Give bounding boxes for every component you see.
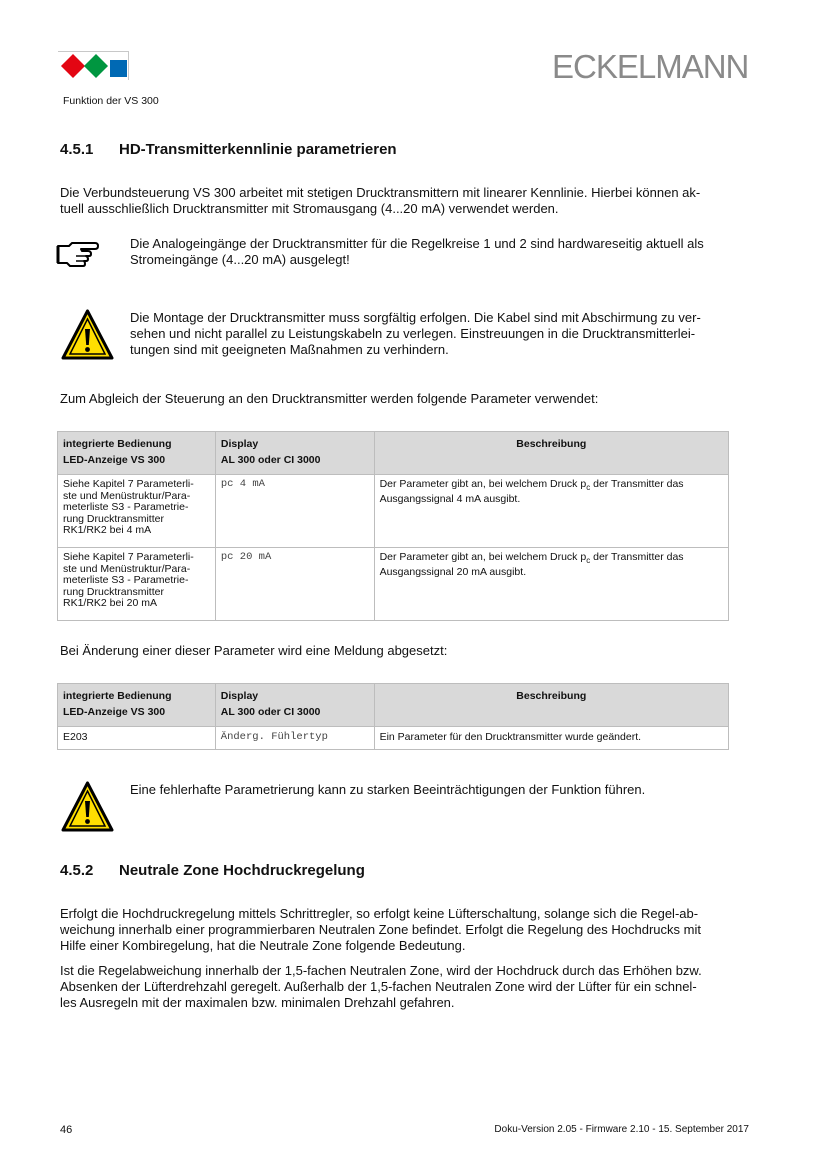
- warning-line: Die Montage der Drucktransmitter muss sorgfältig erfolgen. Die Kabel sind mit Abschirmung zu ver-: [130, 310, 701, 325]
- warning-line: tungen sind mit geeigneten Maßnahmen zu verhindern.: [130, 342, 449, 357]
- note-line: Die Analogeingänge der Drucktransmitter für die Regelkreise 1 und 2 sind hardwareseitig aktuell als: [130, 236, 704, 251]
- table-cell: Der Parameter gibt an, bei welchem Druck $p_c$ der Transmitter das Ausgangssignal 20 mA ausgibt.: [374, 548, 728, 621]
- section-number: 4.5.1: [60, 141, 94, 158]
- header-subtitle: Funktion der VS 300: [63, 95, 159, 107]
- warning-text: [130, 310, 701, 358]
- table-cell: Ein Parameter für den Drucktransmitter wurde geändert.: [374, 727, 728, 750]
- table2-intro: Bei Änderung einer dieser Parameter wird eine Meldung abgesetzt:: [60, 643, 448, 658]
- paragraph-line: Erfolgt die Hochdruckregelung mittels Schrittregler, so erfolgt keine Lüfterschaltung, solange sich die Regel-ab-: [60, 906, 699, 921]
- brand-name: ECKELMANN: [552, 48, 749, 85]
- paragraph-line: Ist die Regelabweichung innerhalb der 1,5-fachen Neutralen Zone, wird der Hochdruck durch das Erhöhen bzw.: [60, 963, 702, 978]
- table-header-row: [58, 432, 729, 475]
- section-title: HD-Transmitterkennlinie parametrieren: [119, 141, 397, 158]
- footer-version: Doku-Version 2.05 - Firmware 2.10 - 15. September 2017: [494, 1124, 749, 1135]
- intro-paragraph: [60, 185, 700, 217]
- column-header-description: Beschreibung: [374, 684, 728, 727]
- note-line: Stromeingänge (4...20 mA) ausgelegt!: [130, 252, 350, 267]
- table-cell: Der Parameter gibt an, bei welchem Druck $p_c$ der Transmitter das Ausgangssignal 4 mA ausgibt.: [374, 475, 728, 548]
- table-cell: Siehe Kapitel 7 Parameterli- ste und Menüstruktur/Para- meterliste S3 - Parametrie- rung Drucktransmitter RK1/RK2 bei 20 mA: [58, 548, 216, 621]
- table-row: [58, 548, 729, 621]
- paragraph-line: Hilfe einer Kombiregelung, hat die Neutrale Zone folgende Bedeutung.: [60, 938, 466, 953]
- page-number: 46: [60, 1124, 73, 1136]
- table-row: [58, 727, 729, 750]
- warning-triangle-icon: [61, 781, 114, 833]
- table-header-row: [58, 684, 729, 727]
- warning2-text: Eine fehlerhafte Parametrierung kann zu starken Beeinträchtigungen der Funktion führen.: [130, 782, 646, 797]
- section-heading-4-5-1: [60, 141, 397, 158]
- column-header-integrated: integrierte Bedienung LED-Anzeige VS 300: [58, 432, 216, 475]
- paragraph: [60, 906, 701, 954]
- message-table: [57, 683, 729, 750]
- logo-frame: [58, 51, 129, 80]
- column-header-description: Beschreibung: [374, 432, 728, 475]
- section-heading-4-5-2: [60, 862, 365, 879]
- table-row: [58, 475, 729, 548]
- parameter-table: [57, 431, 729, 621]
- section-number: 4.5.2: [60, 862, 94, 879]
- section-title: Neutrale Zone Hochdruckregelung: [119, 862, 365, 879]
- pointing-hand-icon: [55, 237, 101, 269]
- paragraph-line: Absenken der Lüfterdrehzahl geregelt. Außerhalb der 1,5-fachen Neutralen Zone wird der Lüfter für ein schnel-: [60, 979, 697, 994]
- display-code: pc 20 mA: [215, 548, 374, 621]
- table-cell: Siehe Kapitel 7 Parameterli- ste und Menüstruktur/Para- meterliste S3 - Parametrie- rung Drucktransmitter RK1/RK2 bei 4 mA: [58, 475, 216, 548]
- display-code: pc 4 mA: [215, 475, 374, 548]
- column-header-integrated: integrierte Bedienung LED-Anzeige VS 300: [58, 684, 216, 727]
- warning-line: sehen und nicht parallel zu Leistungskabeln zu verlegen. Einstreuungen in die Drucktransmitterlei-: [130, 326, 696, 341]
- intro-line: Die Verbundsteuerung VS 300 arbeitet mit stetigen Drucktransmittern mit linearer Kennlinie. Hierbei können ak-: [60, 185, 701, 200]
- message-code: E203: [58, 727, 216, 750]
- display-code: Änderg. Fühlertyp: [215, 727, 374, 750]
- paragraph: [60, 963, 702, 1011]
- note-text: [130, 236, 704, 268]
- column-header-display: Display AL 300 oder CI 3000: [215, 432, 374, 475]
- intro-line: tuell ausschließlich Drucktransmitter mit Stromausgang (4...20 mA) verwendet werden.: [60, 201, 559, 216]
- table1-intro: Zum Abgleich der Steuerung an den Drucktransmitter werden folgende Parameter verwendet:: [60, 391, 599, 406]
- warning-triangle-icon: [61, 309, 114, 361]
- paragraph-line: weichung innerhalb einer programmierbaren Neutralen Zone befindet. Erfolgt die Regelung des Hochdrucks mit: [60, 922, 701, 937]
- paragraph-line: les Ausregeln mit der maximalen bzw. minimalen Drehzahl gefahren.: [60, 995, 455, 1010]
- column-header-display: Display AL 300 oder CI 3000: [215, 684, 374, 727]
